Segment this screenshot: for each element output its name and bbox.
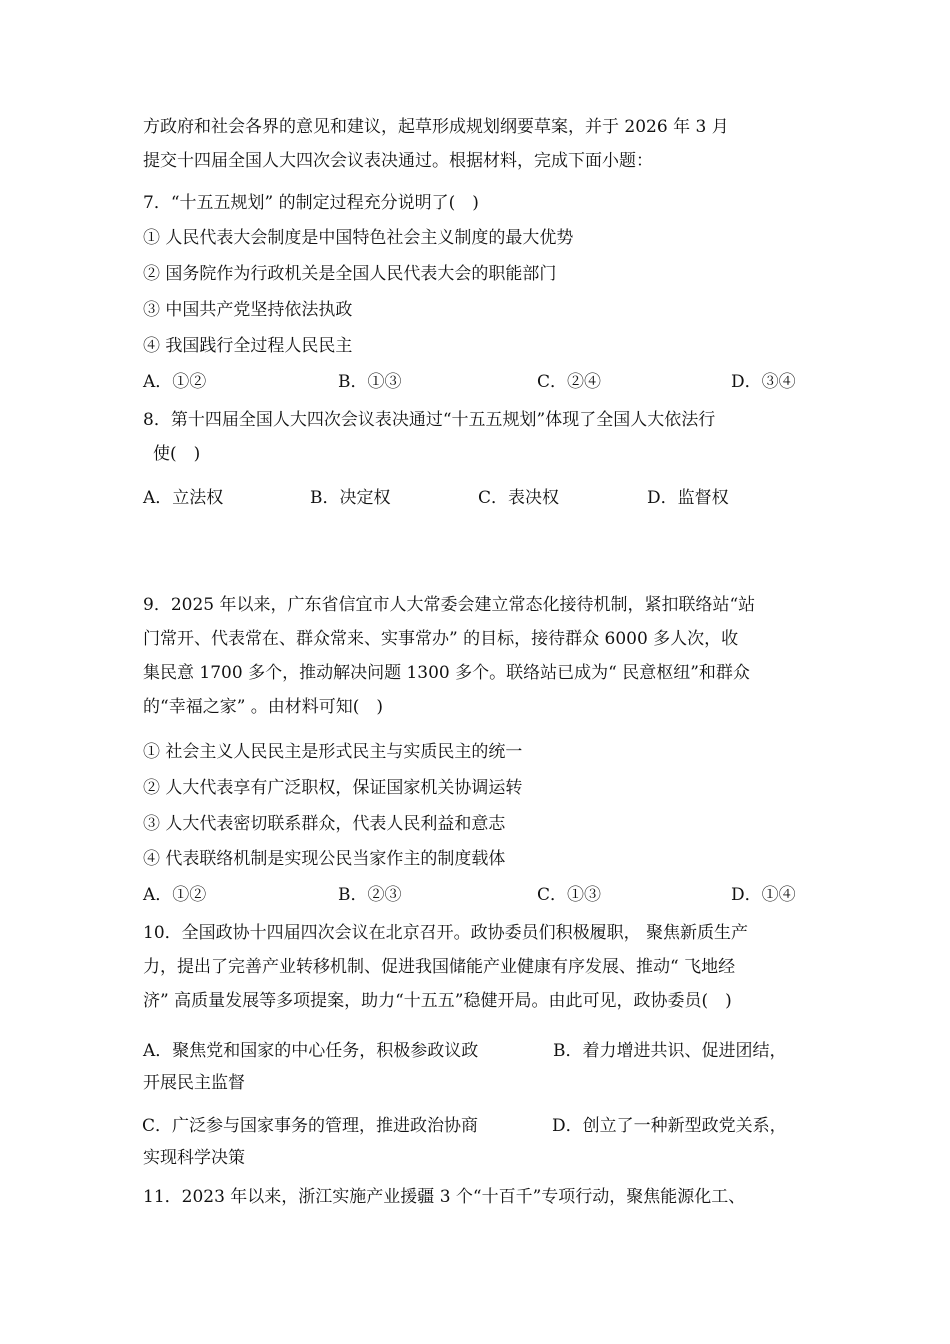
q7-option-a[interactable]: A．①②: [143, 372, 207, 392]
q11-stem-line-1: 11．2023 年以来，浙江实施产业援疆 3 个“十百千”专项行动，聚焦能源化工、: [143, 1187, 746, 1207]
q10-option-b-continuation: 开展民主监督: [143, 1073, 245, 1093]
q9-item-4: ④ 代表联络机制是实现公民当家作主的制度载体: [143, 849, 506, 869]
q7-item-3: ③ 中国共产党坚持依法执政: [143, 300, 353, 320]
q10-option-a[interactable]: A．聚焦党和国家的中心任务，积极参政议政: [143, 1041, 479, 1061]
q8-option-c[interactable]: C．表决权: [478, 488, 560, 508]
q10-option-row-ab: [143, 1039, 813, 1063]
q8-options: [143, 486, 813, 510]
q9-stem-line-2: 门常开、代表常在、群众常来、实事常办” 的目标，接待群众 6000 多人次，收: [143, 629, 739, 649]
q7-item-4: ④ 我国践行全过程人民民主: [143, 336, 353, 356]
q8-stem-line-2: 使( ): [153, 444, 201, 464]
q10-option-b[interactable]: B．着力增进共识、促进团结，: [553, 1041, 787, 1061]
q9-item-1: ① 社会主义人民民主是形式民主与实质民主的统一: [143, 742, 523, 762]
q10-option-row-cd: [143, 1114, 813, 1138]
q9-option-a[interactable]: A．①②: [143, 885, 207, 905]
q9-stem-line-1: 9．2025 年以来，广东省信宜市人大常委会建立常态化接待机制，紧扣联络站“站: [143, 595, 756, 615]
q7-options: [143, 370, 813, 394]
intro-line-1: 方政府和社会各界的意见和建议，起草形成规划纲要草案，并于 2026 年 3 月: [143, 117, 729, 137]
q7-item-1: ① 人民代表大会制度是中国特色社会主义制度的最大优势: [143, 228, 574, 248]
q10-option-c[interactable]: C．广泛参与国家事务的管理，推进政治协商: [142, 1116, 479, 1136]
q10-option-d-continuation: 实现科学决策: [143, 1148, 245, 1168]
q8-stem-line-1: 8．第十四届全国人大四次会议表决通过“十五五规划”体现了全国人大依法行: [143, 410, 716, 430]
q9-stem-line-4: 的“幸福之家” 。由材料可知( ): [143, 697, 384, 717]
q7-option-c[interactable]: C．②④: [537, 372, 602, 392]
q10-option-d[interactable]: D．创立了一种新型政党关系，: [552, 1116, 787, 1136]
q8-option-a[interactable]: A．立法权: [143, 488, 224, 508]
q9-options: [143, 883, 813, 907]
q10-stem-line-1: 10．全国政协十四届四次会议在北京召开。政协委员们积极履职， 聚焦新质生产: [143, 923, 749, 943]
q9-option-d[interactable]: D．①④: [731, 885, 796, 905]
q10-stem-line-3: 济” 高质量发展等多项提案，助力“十五五”稳健开局。由此可见，政协委员( ): [143, 991, 732, 1011]
q9-item-3: ③ 人大代表密切联系群众，代表人民利益和意志: [143, 814, 506, 834]
q10-stem-line-2: 力，提出了完善产业转移机制、促进我国储能产业健康有序发展、推动“ 飞地经: [143, 957, 736, 977]
q8-option-b[interactable]: B．决定权: [310, 488, 391, 508]
q9-item-2: ② 人大代表享有广泛职权，保证国家机关协调运转: [143, 778, 523, 798]
q7-option-d[interactable]: D．③④: [731, 372, 796, 392]
q9-stem-line-3: 集民意 1700 多个，推动解决问题 1300 多个。联络站已成为“ 民意枢纽”和群众: [143, 663, 750, 683]
q9-option-c[interactable]: C．①③: [537, 885, 602, 905]
q7-item-2: ② 国务院作为行政机关是全国人民代表大会的职能部门: [143, 264, 557, 284]
q7-stem: 7．“十五五规划” 的制定过程充分说明了( ): [143, 193, 479, 213]
q9-option-b[interactable]: B．②③: [338, 885, 402, 905]
q7-option-b[interactable]: B．①③: [338, 372, 402, 392]
intro-line-2: 提交十四届全国人大四次会议表决通过。根据材料，完成下面小题：: [143, 151, 653, 171]
q8-option-d[interactable]: D．监督权: [647, 488, 729, 508]
